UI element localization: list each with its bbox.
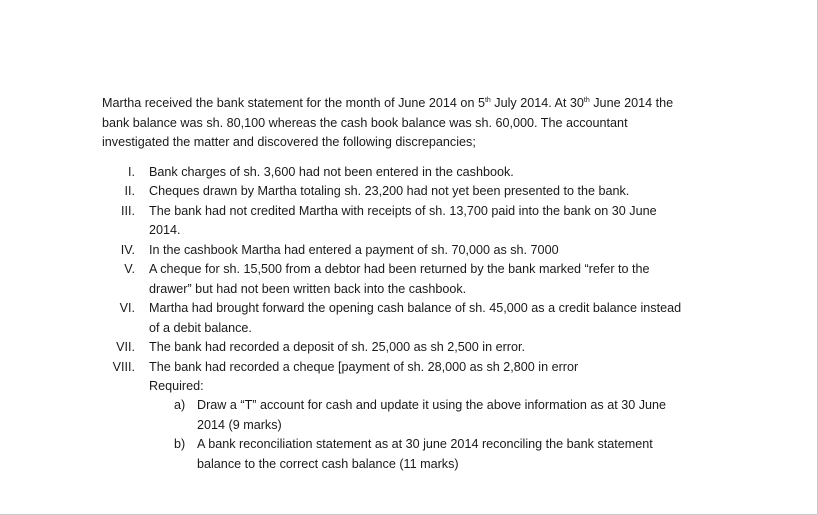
superscript: th bbox=[484, 97, 491, 104]
list-item-text: Bank charges of sh. 3,600 had not been entered in the cashbook. bbox=[149, 165, 514, 179]
list-item-numeral: IV. bbox=[120, 242, 135, 257]
list-item-text: 2014. bbox=[149, 223, 181, 238]
list-item-numeral: VII. bbox=[116, 340, 135, 355]
list-item-text: Cheques drawn by Martha totaling sh. 23,200 had not yet been presented to the bank. bbox=[149, 184, 630, 199]
list-item-text: of a debit balance. bbox=[149, 320, 252, 335]
list-item-numeral: III. bbox=[121, 203, 135, 218]
required-label: Required: bbox=[149, 378, 204, 393]
intro-line-3: investigated the matter and discovered the following discrepancies; bbox=[102, 135, 476, 149]
list-item-numeral: VIII. bbox=[112, 359, 135, 374]
list-item-text: The bank had recorded a deposit of sh. 25,000 as sh 2,500 in error. bbox=[149, 340, 525, 355]
list-item-text: In the cashbook Martha had entered a payment of sh. 70,000 as sh. 7000 bbox=[149, 242, 559, 257]
required-part-text: balance to the correct cash balance (11 marks) bbox=[197, 456, 459, 471]
required-part-text: Draw a “T” account for cash and update it using the above information as at 30 June bbox=[197, 398, 667, 413]
list-item-numeral: VI. bbox=[119, 301, 135, 316]
superscript: th bbox=[583, 97, 590, 104]
intro-line-2: bank balance was sh. 80,100 whereas the cash book balance was sh. 60,000. The accountant bbox=[102, 116, 628, 130]
list-item-numeral: V. bbox=[124, 262, 135, 277]
list-item-text: drawer” but had not been written back into the cashbook. bbox=[149, 281, 467, 296]
list-item-numeral: II. bbox=[124, 184, 135, 199]
required-part-letter: a) bbox=[174, 398, 186, 413]
intro-text: June 2014 the bbox=[589, 96, 674, 110]
required-part-letter: b) bbox=[174, 437, 186, 452]
required-part-text: A bank reconciliation statement as at 30 june 2014 reconciling the bank statement bbox=[197, 437, 653, 452]
list-item-text: The bank had recorded a cheque [payment of sh. 28,000 as sh 2,800 in error bbox=[149, 359, 579, 374]
list-item-text: The bank had not credited Martha with receipts of sh. 13,700 paid into the bank on 30 June bbox=[149, 203, 657, 218]
intro-line-1 bbox=[102, 94, 673, 114]
required-part-text: 2014 (9 marks) bbox=[197, 417, 282, 432]
list-item-text: Martha had brought forward the opening cash balance of sh. 45,000 as a credit balance instead bbox=[149, 301, 682, 316]
intro-text: Martha received the bank statement for the month of June 2014 on 5 bbox=[102, 96, 485, 110]
list-item-text: A cheque for sh. 15,500 from a debtor had been returned by the bank marked “refer to the bbox=[149, 262, 650, 277]
list-item-numeral: I. bbox=[128, 165, 135, 179]
intro-text: July 2014. At 30 bbox=[490, 96, 584, 110]
